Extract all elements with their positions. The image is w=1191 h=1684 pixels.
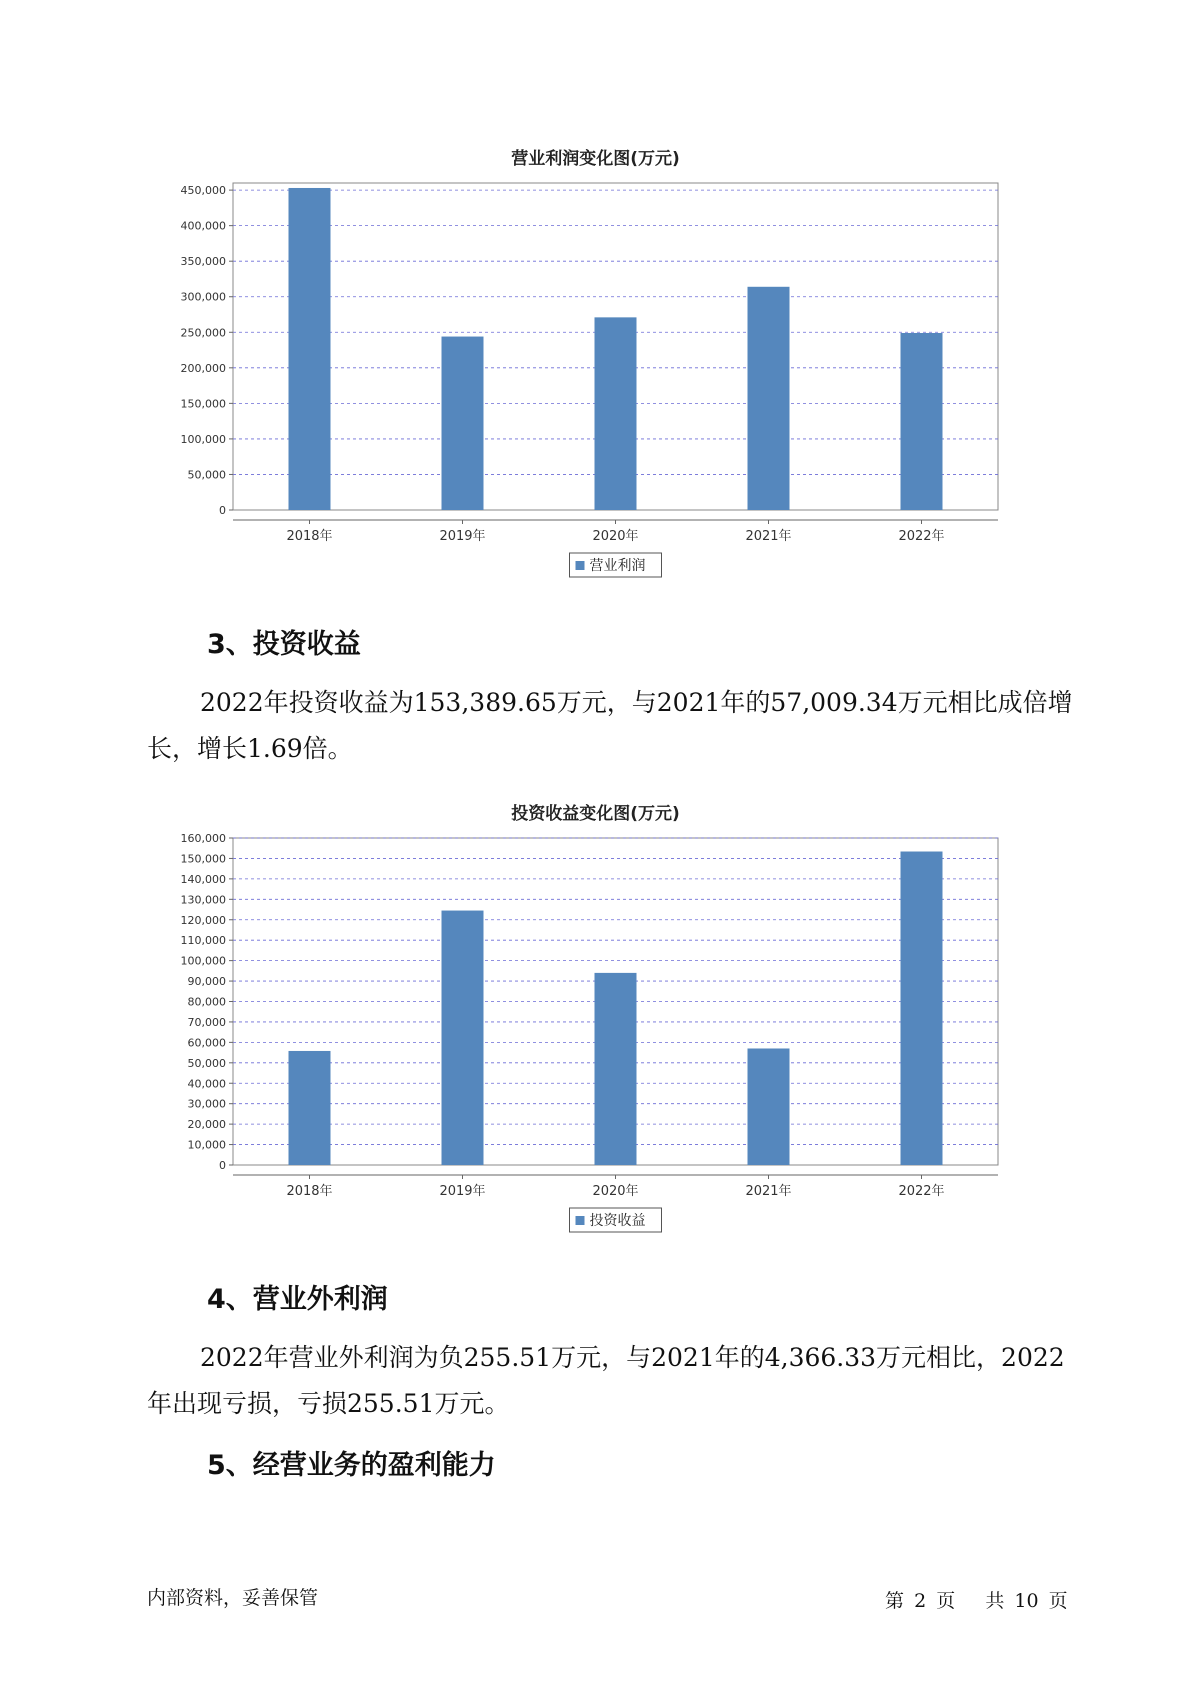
y-tick-label: 10,000 (187, 1138, 226, 1152)
y-tick-label: 150,000 (180, 852, 226, 866)
legend-swatch (576, 561, 585, 570)
y-tick-label: 0 (219, 504, 226, 517)
bar-2019年 (442, 911, 484, 1165)
x-tick-label: 2020年 (592, 1184, 639, 1199)
y-tick-label: 90,000 (187, 975, 226, 989)
page-prefix: 第 (885, 1590, 905, 1612)
page-total: 10 (1014, 1590, 1039, 1612)
y-tick-label: 70,000 (187, 1015, 226, 1029)
bar-2021年 (748, 1048, 790, 1165)
legend (570, 553, 662, 577)
bar-2021年 (748, 287, 790, 510)
bar-2022年 (901, 333, 943, 510)
y-tick-label: 150,000 (180, 397, 226, 411)
total-prefix: 共 (985, 1590, 1005, 1612)
y-tick-label: 100,000 (180, 954, 226, 968)
bar-2020年 (595, 973, 637, 1165)
y-tick-label: 110,000 (180, 934, 226, 948)
x-tick-label: 2021年 (745, 529, 792, 544)
legend-label: 投资收益 (589, 1213, 646, 1229)
chart-1-title: 营业利润变化图(万元) (511, 149, 680, 169)
bar-2018年 (289, 1051, 331, 1165)
legend-swatch (576, 1216, 585, 1225)
y-tick-label: 450,000 (180, 184, 226, 198)
section-4-heading: 4、营业外利润 (207, 1284, 388, 1315)
y-tick-label: 100,000 (180, 432, 226, 446)
y-tick-label: 60,000 (187, 1036, 226, 1050)
y-tick-label: 140,000 (180, 872, 226, 886)
y-tick-label: 400,000 (180, 219, 226, 233)
y-tick-label: 120,000 (180, 913, 226, 927)
total-unit: 页 (1048, 1590, 1068, 1612)
bar-2018年 (289, 188, 331, 510)
y-tick-label: 20,000 (187, 1118, 226, 1132)
operating-profit-chart (0, 170, 1191, 590)
y-tick-label: 250,000 (180, 326, 226, 340)
x-tick-label: 2021年 (745, 1184, 792, 1199)
x-tick-label: 2019年 (439, 529, 486, 544)
y-tick-label: 50,000 (187, 468, 226, 482)
legend-label: 营业利润 (589, 558, 646, 574)
y-tick-label: 160,000 (180, 832, 226, 845)
x-tick-label: 2018年 (286, 529, 333, 544)
footer-page-number (885, 1586, 1068, 1613)
section-3-heading: 3、投资收益 (207, 629, 361, 660)
y-tick-label: 40,000 (187, 1077, 226, 1091)
x-tick-label: 2019年 (439, 1184, 486, 1199)
y-tick-label: 350,000 (180, 255, 226, 269)
y-tick-label: 80,000 (187, 995, 226, 1009)
legend (570, 1208, 662, 1232)
y-tick-label: 200,000 (180, 361, 226, 375)
page-unit: 页 (936, 1590, 956, 1612)
y-tick-label: 300,000 (180, 290, 226, 304)
y-tick-label: 130,000 (180, 893, 226, 907)
section-4-paragraph: 2022年营业外利润为负255.51万元，与2021年的4,366.33万元相比，2022年出现亏损，亏损255.51万元。 (147, 1343, 1065, 1418)
x-tick-label: 2018年 (286, 1184, 333, 1199)
page-current: 2 (914, 1590, 927, 1612)
chart-2-title: 投资收益变化图(万元) (511, 804, 680, 824)
x-tick-label: 2022年 (898, 529, 945, 544)
x-tick-label: 2022年 (898, 1184, 945, 1199)
bar-2020年 (595, 317, 637, 510)
y-tick-label: 50,000 (187, 1056, 226, 1070)
footer-confidential: 内部资料，妥善保管 (147, 1587, 319, 1609)
y-tick-label: 30,000 (187, 1097, 226, 1111)
x-tick-label: 2020年 (592, 529, 639, 544)
section-5-heading: 5、经营业务的盈利能力 (207, 1450, 496, 1481)
bar-2019年 (442, 337, 484, 510)
bar-2022年 (901, 852, 943, 1165)
section-3-paragraph: 2022年投资收益为153,389.65万元，与2021年的57,009.34万元相比成倍增长，增长1.69倍。 (147, 688, 1073, 763)
y-tick-label: 0 (219, 1159, 226, 1172)
investment-income-chart (0, 825, 1191, 1245)
